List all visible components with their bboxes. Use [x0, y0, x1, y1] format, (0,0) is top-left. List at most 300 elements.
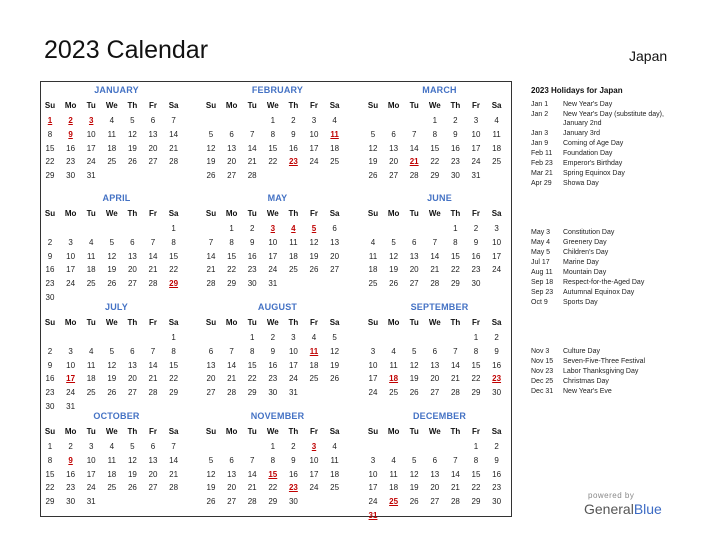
day-cell[interactable]: 13	[127, 251, 137, 261]
holiday-day-cell[interactable]: 23	[288, 483, 298, 493]
day-cell[interactable]: 27	[389, 171, 399, 181]
day-cell[interactable]: 21	[148, 265, 158, 275]
day-cell[interactable]: 18	[330, 469, 340, 479]
day-cell[interactable]: 16	[45, 265, 55, 275]
day-cell[interactable]: 24	[471, 157, 481, 167]
day-cell[interactable]: 1	[270, 116, 276, 125]
day-cell[interactable]: 7	[249, 129, 255, 139]
day-cell[interactable]: 2	[494, 442, 499, 451]
day-cell[interactable]: 19	[330, 360, 340, 370]
day-cell[interactable]: 12	[389, 251, 399, 261]
day-cell[interactable]: 24	[368, 388, 378, 398]
day-cell[interactable]: 15	[471, 469, 481, 479]
day-cell[interactable]: 14	[450, 469, 460, 479]
day-cell[interactable]: 11	[389, 469, 398, 479]
day-cell[interactable]: 16	[66, 469, 76, 479]
holiday-day-cell[interactable]: 21	[409, 157, 419, 167]
day-cell[interactable]: 25	[330, 157, 340, 167]
day-cell[interactable]: 6	[432, 455, 438, 465]
day-cell[interactable]: 10	[492, 237, 502, 247]
day-cell[interactable]: 9	[47, 360, 53, 370]
day-cell[interactable]: 17	[66, 265, 76, 275]
day-cell[interactable]: 28	[169, 483, 179, 493]
day-cell[interactable]: 6	[432, 346, 438, 356]
day-cell[interactable]: 5	[411, 455, 417, 465]
holiday-day-cell[interactable]: 29	[169, 279, 179, 289]
day-cell[interactable]: 14	[409, 143, 419, 153]
day-cell[interactable]: 12	[206, 143, 216, 153]
day-cell[interactable]: 2	[249, 224, 255, 233]
day-cell[interactable]: 6	[391, 129, 396, 139]
day-cell[interactable]: 22	[247, 374, 257, 384]
day-cell[interactable]: 27	[409, 279, 419, 289]
day-cell[interactable]: 30	[450, 171, 460, 181]
day-cell[interactable]: 5	[208, 455, 214, 465]
day-cell[interactable]: 30	[268, 388, 278, 398]
day-cell[interactable]: 30	[471, 279, 481, 289]
day-cell[interactable]: 19	[107, 374, 117, 384]
day-cell[interactable]: 25	[330, 483, 340, 493]
day-cell[interactable]: 5	[130, 442, 135, 451]
day-cell[interactable]: 27	[148, 157, 158, 167]
day-cell[interactable]: 13	[409, 251, 419, 261]
day-cell[interactable]: 16	[288, 143, 298, 153]
day-cell[interactable]: 4	[311, 333, 317, 342]
day-cell[interactable]: 22	[471, 483, 481, 493]
day-cell[interactable]: 24	[309, 483, 319, 493]
day-cell[interactable]: 13	[389, 143, 399, 153]
day-cell[interactable]: 11	[289, 237, 298, 247]
day-cell[interactable]: 30	[247, 279, 257, 289]
day-cell[interactable]: 28	[247, 171, 257, 181]
day-cell[interactable]: 13	[330, 237, 340, 247]
day-cell[interactable]: 29	[471, 497, 481, 507]
day-cell[interactable]: 20	[127, 265, 137, 275]
day-cell[interactable]: 12	[368, 143, 378, 153]
day-cell[interactable]: 21	[450, 483, 460, 493]
day-cell[interactable]: 27	[227, 171, 237, 181]
day-cell[interactable]: 5	[391, 237, 396, 247]
day-cell[interactable]: 3	[370, 346, 376, 356]
day-cell[interactable]: 12	[409, 469, 419, 479]
day-cell[interactable]: 15	[471, 360, 481, 370]
day-cell[interactable]: 1	[249, 333, 255, 342]
day-cell[interactable]: 21	[169, 469, 179, 479]
day-cell[interactable]: 7	[453, 455, 458, 465]
day-cell[interactable]: 9	[249, 237, 255, 247]
day-cell[interactable]: 1	[432, 116, 438, 125]
day-cell[interactable]: 11	[107, 455, 116, 465]
day-cell[interactable]: 28	[206, 279, 216, 289]
day-cell[interactable]: 2	[47, 346, 53, 356]
day-cell[interactable]: 10	[86, 129, 96, 139]
day-cell[interactable]: 18	[330, 143, 340, 153]
day-cell[interactable]: 16	[268, 360, 278, 370]
day-cell[interactable]: 21	[148, 374, 158, 384]
holiday-day-cell[interactable]: 17	[66, 374, 76, 384]
day-cell[interactable]: 4	[391, 346, 396, 356]
day-cell[interactable]: 12	[409, 360, 419, 370]
day-cell[interactable]: 3	[311, 116, 317, 125]
day-cell[interactable]: 14	[247, 469, 257, 479]
day-cell[interactable]: 5	[411, 346, 417, 356]
day-cell[interactable]: 20	[206, 374, 216, 384]
day-cell[interactable]: 22	[169, 265, 179, 275]
day-cell[interactable]: 7	[150, 346, 156, 356]
day-cell[interactable]: 27	[127, 279, 137, 289]
day-cell[interactable]: 21	[227, 374, 237, 384]
day-cell[interactable]: 21	[247, 483, 257, 493]
day-cell[interactable]: 1	[229, 224, 234, 233]
day-cell[interactable]: 26	[389, 279, 399, 289]
day-cell[interactable]: 14	[227, 360, 237, 370]
day-cell[interactable]: 3	[370, 455, 376, 465]
day-cell[interactable]: 19	[206, 157, 216, 167]
day-cell[interactable]: 18	[86, 265, 96, 275]
day-cell[interactable]: 3	[473, 116, 479, 125]
day-cell[interactable]: 4	[88, 237, 94, 247]
day-cell[interactable]: 18	[309, 360, 319, 370]
day-cell[interactable]: 12	[127, 129, 137, 139]
day-cell[interactable]: 23	[66, 483, 76, 493]
day-cell[interactable]: 25	[86, 388, 96, 398]
day-cell[interactable]: 29	[45, 171, 55, 181]
day-cell[interactable]: 12	[206, 469, 216, 479]
day-cell[interactable]: 27	[430, 388, 440, 398]
holiday-day-cell[interactable]: 4	[291, 224, 296, 233]
day-cell[interactable]: 19	[107, 265, 117, 275]
day-cell[interactable]: 6	[150, 442, 156, 451]
day-cell[interactable]: 6	[229, 455, 234, 465]
day-cell[interactable]: 25	[288, 265, 298, 275]
day-cell[interactable]: 15	[227, 251, 237, 261]
day-cell[interactable]: 17	[288, 360, 298, 370]
day-cell[interactable]: 13	[430, 360, 440, 370]
day-cell[interactable]: 7	[171, 116, 176, 125]
day-cell[interactable]: 18	[107, 143, 117, 153]
day-cell[interactable]: 2	[291, 116, 296, 125]
day-cell[interactable]: 26	[127, 483, 137, 493]
day-cell[interactable]: 1	[47, 442, 53, 451]
day-cell[interactable]: 19	[309, 251, 319, 261]
day-cell[interactable]: 22	[430, 157, 440, 167]
day-cell[interactable]: 28	[430, 279, 440, 289]
day-cell[interactable]: 6	[229, 129, 234, 139]
day-cell[interactable]: 17	[86, 469, 96, 479]
day-cell[interactable]: 19	[368, 157, 378, 167]
holiday-day-cell[interactable]: 2	[68, 116, 73, 125]
day-cell[interactable]: 22	[169, 374, 179, 384]
day-cell[interactable]: 28	[148, 388, 158, 398]
day-cell[interactable]: 7	[208, 237, 214, 247]
day-cell[interactable]: 30	[66, 497, 76, 507]
day-cell[interactable]: 8	[270, 455, 276, 465]
day-cell[interactable]: 16	[66, 143, 76, 153]
day-cell[interactable]: 29	[450, 279, 460, 289]
day-cell[interactable]: 10	[368, 360, 378, 370]
day-cell[interactable]: 22	[268, 483, 278, 493]
day-cell[interactable]: 19	[206, 483, 216, 493]
day-cell[interactable]: 8	[47, 455, 53, 465]
day-cell[interactable]: 29	[268, 497, 278, 507]
day-cell[interactable]: 4	[109, 116, 115, 125]
day-cell[interactable]: 19	[409, 374, 419, 384]
day-cell[interactable]: 9	[494, 455, 499, 465]
day-cell[interactable]: 15	[169, 251, 179, 261]
day-cell[interactable]: 16	[288, 469, 298, 479]
day-cell[interactable]: 23	[450, 157, 460, 167]
day-cell[interactable]: 8	[432, 129, 438, 139]
day-cell[interactable]: 30	[492, 388, 502, 398]
day-cell[interactable]: 18	[107, 469, 117, 479]
day-cell[interactable]: 13	[148, 129, 158, 139]
day-cell[interactable]: 10	[66, 251, 76, 261]
day-cell[interactable]: 21	[430, 265, 440, 275]
day-cell[interactable]: 31	[268, 279, 278, 289]
day-cell[interactable]: 17	[309, 143, 319, 153]
day-cell[interactable]: 11	[330, 455, 339, 465]
day-cell[interactable]: 28	[148, 279, 158, 289]
day-cell[interactable]: 27	[127, 388, 137, 398]
day-cell[interactable]: 23	[66, 157, 76, 167]
day-cell[interactable]: 2	[494, 333, 499, 342]
day-cell[interactable]: 18	[288, 251, 298, 261]
day-cell[interactable]: 10	[309, 129, 319, 139]
day-cell[interactable]: 1	[473, 442, 479, 451]
day-cell[interactable]: 17	[492, 251, 502, 261]
day-cell[interactable]: 10	[471, 129, 481, 139]
day-cell[interactable]: 28	[450, 497, 460, 507]
day-cell[interactable]: 22	[45, 157, 55, 167]
day-cell[interactable]: 20	[127, 374, 137, 384]
day-cell[interactable]: 9	[291, 129, 296, 139]
day-cell[interactable]: 13	[148, 455, 158, 465]
day-cell[interactable]: 5	[109, 237, 115, 247]
day-cell[interactable]: 12	[107, 251, 117, 261]
day-cell[interactable]: 19	[389, 265, 399, 275]
day-cell[interactable]: 4	[494, 116, 499, 125]
day-cell[interactable]: 30	[288, 497, 298, 507]
day-cell[interactable]: 27	[206, 388, 216, 398]
day-cell[interactable]: 19	[127, 469, 137, 479]
day-cell[interactable]: 20	[330, 251, 340, 261]
holiday-day-cell[interactable]: 23	[288, 157, 298, 167]
day-cell[interactable]: 21	[169, 143, 179, 153]
day-cell[interactable]: 29	[227, 279, 237, 289]
day-cell[interactable]: 6	[411, 237, 417, 247]
day-cell[interactable]: 11	[87, 251, 96, 261]
day-cell[interactable]: 21	[450, 374, 460, 384]
day-cell[interactable]: 26	[409, 388, 419, 398]
day-cell[interactable]: 26	[107, 388, 117, 398]
day-cell[interactable]: 5	[208, 129, 214, 139]
day-cell[interactable]: 9	[291, 455, 296, 465]
day-cell[interactable]: 8	[249, 346, 255, 356]
day-cell[interactable]: 23	[45, 388, 55, 398]
day-cell[interactable]: 26	[206, 171, 216, 181]
day-cell[interactable]: 13	[227, 143, 237, 153]
day-cell[interactable]: 31	[288, 388, 298, 398]
day-cell[interactable]: 15	[45, 469, 55, 479]
day-cell[interactable]: 23	[471, 265, 481, 275]
day-cell[interactable]: 30	[66, 171, 76, 181]
day-cell[interactable]: 14	[247, 143, 257, 153]
day-cell[interactable]: 14	[206, 251, 216, 261]
day-cell[interactable]: 15	[45, 143, 55, 153]
day-cell[interactable]: 29	[169, 388, 179, 398]
day-cell[interactable]: 26	[330, 374, 340, 384]
day-cell[interactable]: 24	[268, 265, 278, 275]
day-cell[interactable]: 15	[430, 143, 440, 153]
day-cell[interactable]: 4	[332, 442, 337, 451]
day-cell[interactable]: 4	[88, 346, 94, 356]
day-cell[interactable]: 29	[247, 388, 257, 398]
day-cell[interactable]: 7	[432, 237, 438, 247]
day-cell[interactable]: 25	[107, 157, 117, 167]
day-cell[interactable]: 22	[268, 157, 278, 167]
day-cell[interactable]: 23	[45, 279, 55, 289]
day-cell[interactable]: 16	[492, 360, 502, 370]
day-cell[interactable]: 7	[411, 129, 417, 139]
day-cell[interactable]: 16	[247, 251, 257, 261]
holiday-day-cell[interactable]: 18	[389, 374, 399, 384]
day-cell[interactable]: 2	[47, 237, 53, 247]
day-cell[interactable]: 19	[127, 143, 137, 153]
day-cell[interactable]: 12	[107, 360, 117, 370]
day-cell[interactable]: 8	[229, 237, 234, 247]
day-cell[interactable]: 6	[332, 224, 337, 233]
holiday-day-cell[interactable]: 9	[68, 129, 73, 139]
day-cell[interactable]: 28	[247, 497, 257, 507]
day-cell[interactable]: 3	[68, 346, 73, 356]
day-cell[interactable]: 17	[368, 374, 378, 384]
day-cell[interactable]: 8	[473, 346, 479, 356]
day-cell[interactable]: 5	[370, 129, 376, 139]
day-cell[interactable]: 12	[309, 237, 319, 247]
day-cell[interactable]: 13	[206, 360, 216, 370]
day-cell[interactable]: 20	[148, 143, 158, 153]
holiday-day-cell[interactable]: 11	[309, 346, 319, 356]
day-cell[interactable]: 26	[206, 497, 216, 507]
day-cell[interactable]: 1	[171, 333, 176, 342]
day-cell[interactable]: 9	[270, 346, 276, 356]
holiday-day-cell[interactable]: 1	[47, 116, 53, 125]
holiday-day-cell[interactable]: 11	[330, 129, 339, 139]
holiday-day-cell[interactable]: 9	[68, 455, 73, 465]
day-cell[interactable]: 8	[473, 455, 479, 465]
day-cell[interactable]: 17	[368, 483, 378, 493]
holiday-day-cell[interactable]: 3	[88, 116, 94, 125]
day-cell[interactable]: 2	[473, 224, 479, 233]
day-cell[interactable]: 20	[227, 483, 237, 493]
day-cell[interactable]: 5	[332, 333, 337, 342]
day-cell[interactable]: 7	[453, 346, 458, 356]
holiday-day-cell[interactable]: 25	[389, 497, 399, 507]
day-cell[interactable]: 13	[430, 469, 440, 479]
day-cell[interactable]: 22	[227, 265, 237, 275]
day-cell[interactable]: 20	[430, 483, 440, 493]
day-cell[interactable]: 14	[169, 455, 179, 465]
day-cell[interactable]: 1	[473, 333, 479, 342]
day-cell[interactable]: 24	[86, 157, 96, 167]
day-cell[interactable]: 8	[270, 129, 276, 139]
day-cell[interactable]: 3	[68, 237, 73, 247]
day-cell[interactable]: 26	[309, 265, 319, 275]
day-cell[interactable]: 27	[430, 497, 440, 507]
day-cell[interactable]: 5	[130, 116, 135, 125]
day-cell[interactable]: 8	[453, 237, 458, 247]
day-cell[interactable]: 17	[268, 251, 278, 261]
day-cell[interactable]: 2	[68, 442, 73, 451]
day-cell[interactable]: 24	[66, 279, 76, 289]
day-cell[interactable]: 29	[430, 171, 440, 181]
day-cell[interactable]: 10	[288, 346, 298, 356]
day-cell[interactable]: 7	[249, 455, 255, 465]
day-cell[interactable]: 10	[368, 469, 378, 479]
day-cell[interactable]: 28	[450, 388, 460, 398]
holiday-day-cell[interactable]: 3	[311, 442, 317, 451]
day-cell[interactable]: 11	[492, 129, 501, 139]
day-cell[interactable]: 23	[247, 265, 257, 275]
day-cell[interactable]: 17	[86, 143, 96, 153]
day-cell[interactable]: 18	[368, 265, 378, 275]
day-cell[interactable]: 27	[227, 497, 237, 507]
day-cell[interactable]: 16	[471, 251, 481, 261]
day-cell[interactable]: 20	[430, 374, 440, 384]
day-cell[interactable]: 24	[66, 388, 76, 398]
day-cell[interactable]: 4	[370, 237, 376, 247]
day-cell[interactable]: 1	[453, 224, 458, 233]
holiday-day-cell[interactable]: 31	[368, 511, 378, 520]
day-cell[interactable]: 17	[471, 143, 481, 153]
day-cell[interactable]: 4	[332, 116, 337, 125]
day-cell[interactable]: 4	[109, 442, 115, 451]
day-cell[interactable]: 12	[330, 346, 340, 356]
day-cell[interactable]: 25	[309, 374, 319, 384]
day-cell[interactable]: 3	[494, 224, 499, 233]
day-cell[interactable]: 27	[148, 483, 158, 493]
day-cell[interactable]: 14	[169, 129, 179, 139]
day-cell[interactable]: 26	[107, 279, 117, 289]
day-cell[interactable]: 27	[330, 265, 340, 275]
day-cell[interactable]: 31	[471, 171, 481, 181]
day-cell[interactable]: 30	[45, 402, 55, 411]
day-cell[interactable]: 11	[107, 129, 116, 139]
day-cell[interactable]: 10	[66, 360, 76, 370]
day-cell[interactable]: 24	[86, 483, 96, 493]
day-cell[interactable]: 8	[171, 346, 176, 356]
day-cell[interactable]: 25	[492, 157, 502, 167]
day-cell[interactable]: 12	[127, 455, 137, 465]
day-cell[interactable]: 24	[309, 157, 319, 167]
day-cell[interactable]: 8	[47, 129, 53, 139]
day-cell[interactable]: 14	[430, 251, 440, 261]
day-cell[interactable]: 2	[270, 333, 276, 342]
day-cell[interactable]: 20	[148, 469, 158, 479]
day-cell[interactable]: 31	[86, 497, 96, 507]
day-cell[interactable]: 22	[450, 265, 460, 275]
day-cell[interactable]: 25	[86, 279, 96, 289]
day-cell[interactable]: 25	[368, 279, 378, 289]
day-cell[interactable]: 22	[471, 374, 481, 384]
day-cell[interactable]: 16	[45, 374, 55, 384]
day-cell[interactable]: 11	[389, 360, 398, 370]
day-cell[interactable]: 11	[368, 251, 378, 261]
day-cell[interactable]: 7	[229, 346, 234, 356]
holiday-day-cell[interactable]: 23	[492, 374, 502, 384]
day-cell[interactable]: 14	[450, 360, 460, 370]
day-cell[interactable]: 10	[268, 237, 278, 247]
